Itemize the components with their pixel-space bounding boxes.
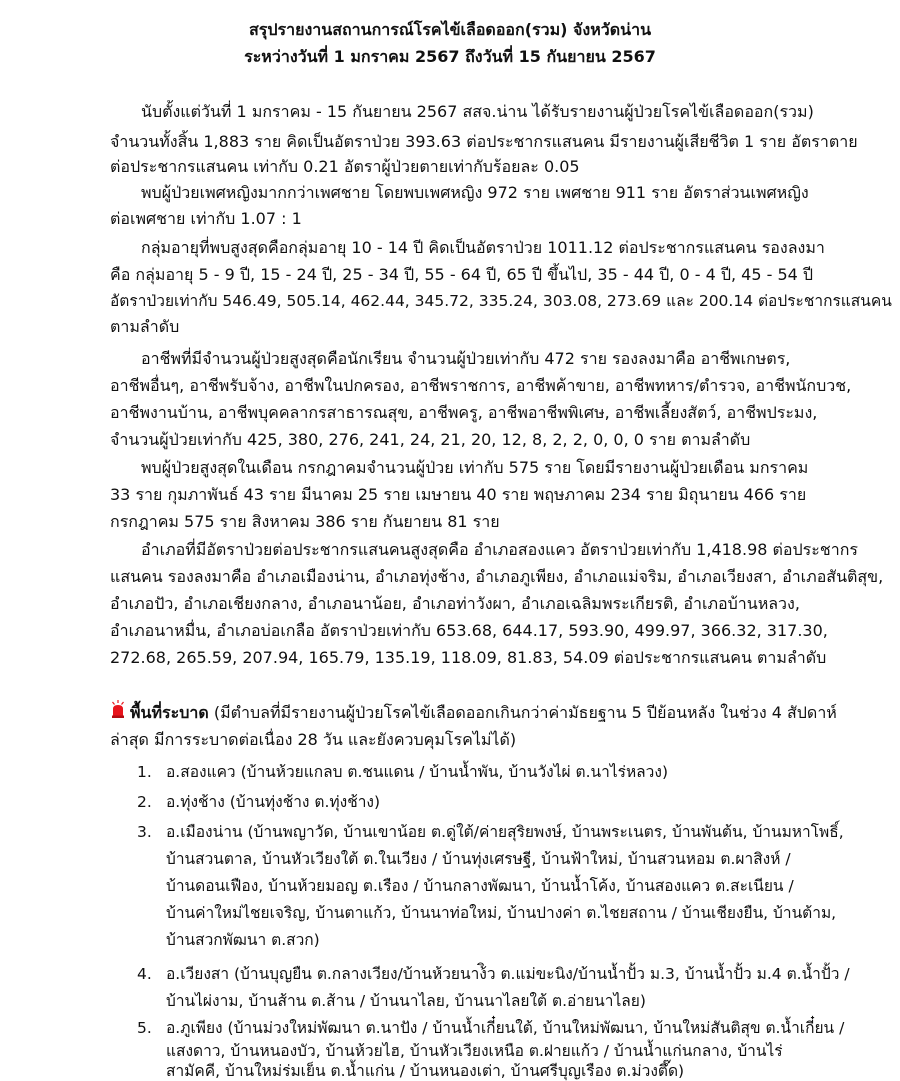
summary-p6-line2: แสนคน รองลงมาคือ อำเภอเมืองน่าน, อำเภอทุ่งช้าง, อำเภอภูเพียง, อำเภอแม่จริม, อำเภอเวียงสา, อำเภอสันติสุข, — [110, 567, 884, 586]
summary-p1-line1: นับตั้งแต่วันที่ 1 มกราคม - 15 กันยายน 2567 สสจ.น่าน ได้รับรายงานผู้ป่วยโรคไข้เลือดออก(รวม) — [141, 102, 814, 121]
summary-p6-line1: อำเภอที่มีอัตราป่วยต่อประชากรแสนคนสูงสุดคือ อำเภอสองแคว อัตราป่วยเท่ากับ 1,418.98 ต่อประชากร — [141, 540, 858, 559]
outbreak-item-5-line3: สามัคคี, บ้านใหม่ร่มเย็น ต.น้ำแก่น / บ้านหนองเต่า, บ้านศรีบุญเรือง ต.ม่วงตึ๊ด) — [166, 1062, 685, 1080]
siren-icon — [111, 700, 125, 718]
outbreak-item-3-line1: อ.เมืองน่าน (บ้านพญาวัด, บ้านเขาน้อย ต.ดู่ใต้/ค่ายสุริยพงษ์, บ้านพระเนตร, บ้านพันต้น, บ้านมหาโพธิ์, — [166, 823, 844, 841]
summary-p4-line2: อาชีพอื่นๆ, อาชีพรับจ้าง, อาชีพในปกครอง, อาชีพราชการ, อาชีพค้าขาย, อาชีพทหาร/ตำรวจ, อาชีพนักบวช, — [110, 376, 852, 395]
summary-p5-line1: พบผู้ป่วยสูงสุดในเดือน กรกฎาคมจำนวนผู้ป่วย เท่ากับ 575 ราย โดยมีรายงานผู้ป่วยเดือน มกราคม — [141, 458, 809, 477]
outbreak-item-number: 1. — [137, 763, 152, 781]
summary-p3-line3: อัตราป่วยเท่ากับ 546.49, 505.14, 462.44, 345.72, 335.24, 303.08, 273.69 และ 200.14 ต่อประชากรแสนคน — [110, 292, 892, 310]
outbreak-item-number: 2. — [137, 793, 152, 811]
outbreak-item-number: 5. — [137, 1019, 152, 1037]
summary-p4-line4: จำนวนผู้ป่วยเท่ากับ 425, 380, 276, 241, 24, 21, 20, 12, 8, 2, 2, 0, 0, 0 ราย ตามลำดับ — [110, 430, 751, 449]
summary-p5-line3: กรกฎาคม 575 ราย สิงหาคม 386 ราย กันยายน 81 ราย — [110, 512, 500, 531]
outbreak-item-3-line3: บ้านดอนเฟือง, บ้านห้วยมอญ ต.เรือง / บ้านกลางพัฒนา, บ้านน้ำโค้ง, บ้านสองแคว ต.สะเนียน / — [166, 877, 794, 895]
report-date-range: ระหว่างวันที่ 1 มกราคม 2567 ถึงวันที่ 15 กันยายน 2567 — [244, 47, 656, 66]
summary-p1-line2: จำนวนทั้งสิ้น 1,883 ราย คิดเป็นอัตราป่วย 393.63 ต่อประชากรแสนคน มีรายงานผู้เสียชีวิต 1 ราย อัตราตาย — [110, 132, 858, 151]
outbreak-description-line2: ล่าสุด มีการระบาดต่อเนื่อง 28 วัน และยังควบคุมโรคไม่ได้) — [110, 730, 517, 749]
outbreak-item-4-line2: บ้านไผ่งาม, บ้านส้าน ต.ส้าน / บ้านนาไลย, บ้านนาไลยใต้ ต.อ่ายนาไลย) — [166, 992, 646, 1010]
summary-p4-line3: อาชีพงานบ้าน, อาชีพบุคคลากรสาธารณสุข, อาชีพครู, อาชีพอาชีพพิเศษ, อาชีพเลี้ยงสัตว์, อาชีพประมง, — [110, 403, 818, 422]
outbreak-intro — [130, 703, 837, 723]
outbreak-item-1-line1: อ.สองแคว (บ้านห้วยแกลบ ต.ชนแดน / บ้านน้ำพัน, บ้านวังไผ่ ต.นาไร่หลวง) — [166, 763, 668, 781]
summary-p3-line4: ตามลำดับ — [110, 317, 180, 336]
summary-p2-line2: ต่อเพศชาย เท่ากับ 1.07 : 1 — [110, 209, 302, 228]
outbreak-item-number: 4. — [137, 965, 152, 983]
summary-p6-line4: อำเภอนาหมื่น, อำเภอบ่อเกลือ อัตราป่วยเท่ากับ 653.68, 644.17, 593.90, 499.97, 366.32, 317.30, — [110, 621, 828, 640]
outbreak-item-5-line1: อ.ภูเพียง (บ้านม่วงใหม่พัฒนา ต.นาปัง / บ้านน้ำเกี๋ยนใต้, บ้านใหม่พัฒนา, บ้านใหม่สันติสุข ต.น้ำเกี๋ยน / — [166, 1019, 845, 1037]
summary-p5-line2: 33 ราย กุมภาพันธ์ 43 ราย มีนาคม 25 ราย เมษายน 40 ราย พฤษภาคม 234 ราย มิถุนายน 466 ราย — [110, 485, 807, 504]
summary-p4-line1: อาชีพที่มีจำนวนผู้ป่วยสูงสุดคือนักเรียน จำนวนผู้ป่วยเท่ากับ 472 ราย รองลงมาคือ อาชีพเกษตร, — [141, 349, 791, 368]
summary-p3-line2: คือ กลุ่มอายุ 5 - 9 ปี, 15 - 24 ปี, 25 - 34 ปี, 55 - 64 ปี, 65 ปี ขึ้นไป, 35 - 44 ปี, 0 - 4 ปี, 45 - 54 ปี — [110, 265, 814, 284]
outbreak-item-3-line5: บ้านสวกพัฒนา ต.สวก) — [166, 931, 320, 949]
outbreak-item-3-line4: บ้านค่าใหม่ไชยเจริญ, บ้านตาแก้ว, บ้านนาท่อใหม่, บ้านปางค่า ต.ไชยสถาน / บ้านเชียงยืน, บ้านต้าม, — [166, 904, 837, 922]
outbreak-item-number: 3. — [137, 823, 152, 841]
report-title: สรุปรายงานสถานการณ์โรคไข้เลือดออก(รวม) จังหวัดน่าน — [248, 20, 652, 39]
outbreak-item-3-line2: บ้านสวนตาล, บ้านหัวเวียงใต้ ต.ในเวียง / บ้านทุ่งเศรษฐี, บ้านฟ้าใหม่, บ้านสวนหอม ต.ผาสิงห์ / — [166, 850, 791, 868]
outbreak-heading: พื้นที่ระบาด — [130, 703, 209, 722]
outbreak-item-5-line2: แสงดาว, บ้านหนองบัว, บ้านห้วยไฮ, บ้านหัวเวียงเหนือ ต.ฝายแก้ว / บ้านน้ำแก่นกลาง, บ้านไร่ — [166, 1042, 783, 1060]
outbreak-item-4-line1: อ.เวียงสา (บ้านบุญยืน ต.กลางเวียง/บ้านห้วยนาง้ิว ต.แม่ขะนิง/บ้านน้ำปั้ว ม.3, บ้านน้ำปั้ว ม.4 ต.น้ำปั้ว / — [166, 965, 850, 983]
summary-p6-line5: 272.68, 265.59, 207.94, 165.79, 135.19, 118.09, 81.83, 54.09 ต่อประชากรแสนคน ตามลำดับ — [110, 648, 827, 667]
summary-p6-line3: อำเภอปัว, อำเภอเชียงกลาง, อำเภอนาน้อย, อำเภอท่าวังผา, อำเภอเฉลิมพระเกียรติ, อำเภอบ้านหลวง, — [110, 594, 800, 613]
outbreak-item-2-line1: อ.ทุ่งช้าง (บ้านทุ่งช้าง ต.ทุ่งช้าง) — [166, 793, 381, 811]
summary-p2-line1: พบผู้ป่วยเพศหญิงมากกว่าเพศชาย โดยพบเพศหญิง 972 ราย เพศชาย 911 ราย อัตราส่วนเพศหญิง — [141, 183, 809, 202]
outbreak-description-line1: (มีตำบลที่มีรายงานผู้ป่วยโรคไข้เลือดออกเกินกว่าค่ามัธยฐาน 5 ปีย้อนหลัง ในช่วง 4 สัปดาห์ — [213, 703, 837, 722]
summary-p3-line1: กลุ่มอายุที่พบสูงสุดคือกลุ่มอายุ 10 - 14 ปี คิดเป็นอัตราป่วย 1011.12 ต่อประชากรแสนคน รองลงมา — [141, 238, 825, 257]
summary-p1-line3: ต่อประชากรแสนคน เท่ากับ 0.21 อัตราผู้ป่วยตายเท่ากับร้อยละ 0.05 — [110, 157, 580, 176]
